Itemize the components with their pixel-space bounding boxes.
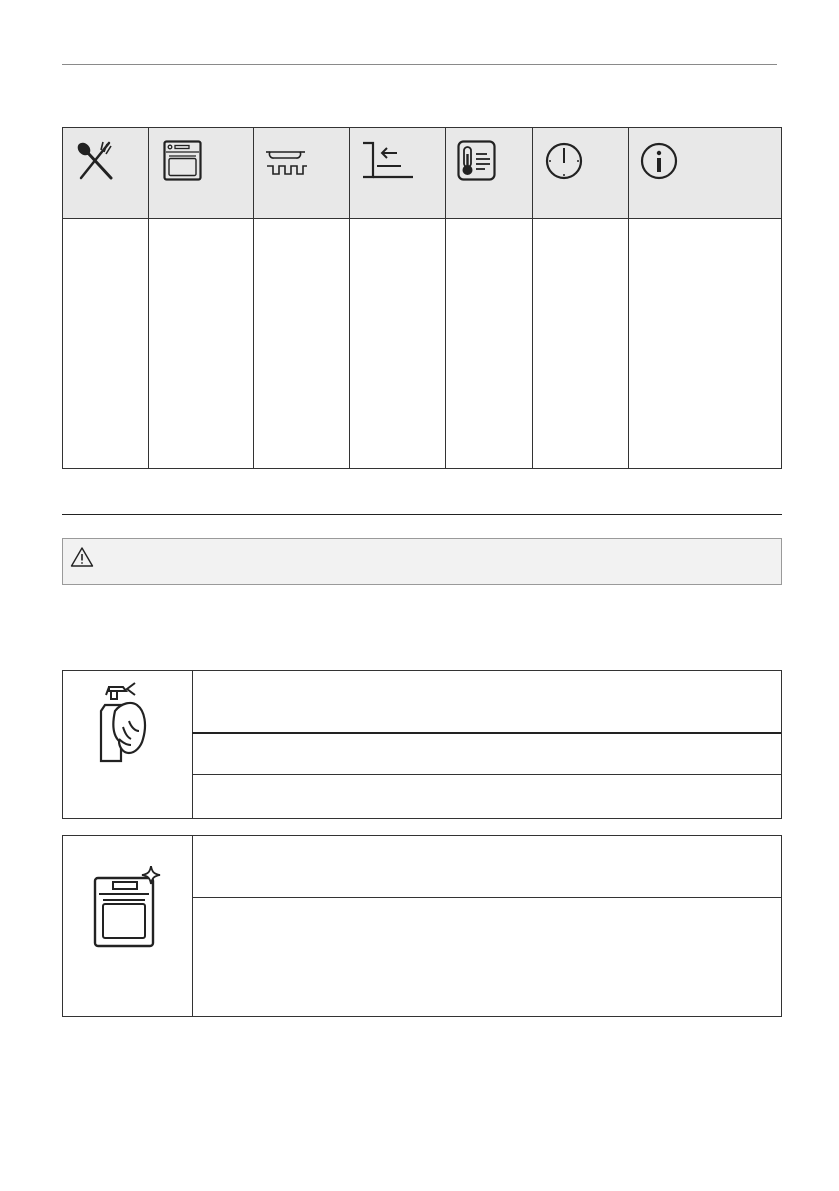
column-divider — [628, 128, 629, 468]
icon-column — [63, 671, 193, 818]
time-icon — [545, 142, 585, 187]
accessory-tray-icon — [265, 148, 311, 183]
warning-box — [62, 538, 782, 585]
top-rule — [62, 64, 777, 65]
oven-function-icon — [163, 140, 203, 187]
table-row — [192, 774, 781, 819]
information-icon — [640, 142, 680, 187]
temperature-icon — [457, 140, 497, 187]
warning-triangle-icon — [70, 546, 94, 573]
cleaning-table-general — [62, 670, 782, 819]
section-divider — [62, 514, 782, 515]
clean-oven-icon — [93, 866, 165, 955]
column-divider — [532, 128, 533, 468]
cleaning-table-oven — [62, 835, 782, 1017]
column-divider — [445, 128, 446, 468]
table-row — [192, 732, 781, 776]
programme-table — [62, 127, 782, 469]
food-category-icon — [75, 140, 117, 187]
table-row — [192, 897, 781, 1017]
column-divider — [253, 128, 254, 468]
spray-cleaning-icon — [97, 681, 157, 770]
icon-column — [63, 836, 193, 1016]
column-divider — [148, 128, 149, 468]
column-divider — [349, 128, 350, 468]
table-row — [192, 836, 781, 897]
shelf-level-icon — [361, 140, 415, 187]
table-row — [192, 671, 781, 732]
